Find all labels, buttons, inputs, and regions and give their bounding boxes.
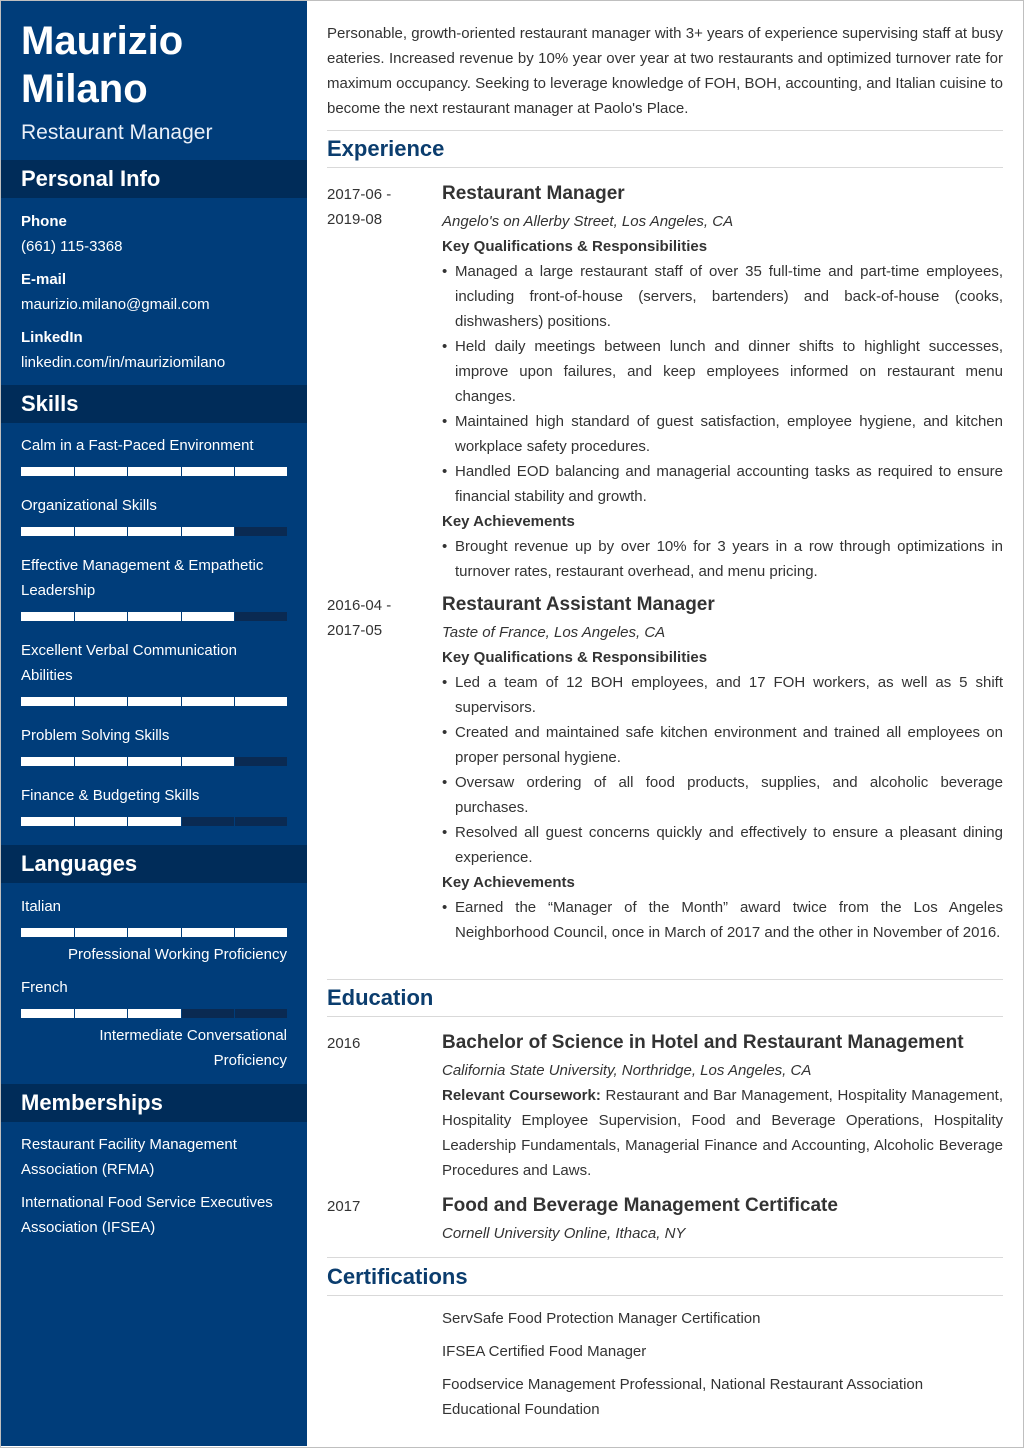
name-first: Maurizio <box>21 19 184 63</box>
divider <box>327 979 1003 980</box>
list-item: • Brought revenue up by over 10% for 3 years in a row through optimizations in turnover rates, restaurant overhead, and menu pricing. <box>442 534 1003 584</box>
education-year: 2017 <box>327 1198 361 1215</box>
job-date <box>327 593 427 643</box>
certification-item: ServSafe Food Protection Manager Certification <box>442 1310 761 1327</box>
language-proficiency: Professional Working Proficiency <box>68 946 287 963</box>
education-entry <box>442 1030 1003 1183</box>
sidebar <box>1 1 307 1446</box>
bar-segment-divider <box>181 757 182 766</box>
name-last: Milano <box>21 67 148 111</box>
education-heading: Education <box>327 985 434 1010</box>
phone-value[interactable]: (661) 115-3368 <box>21 238 123 255</box>
list-item: • Led a team of 12 BOH employees, and 17 FOH workers, as well as 5 shift supervisors. <box>442 670 1003 720</box>
skill-bar-fill <box>21 817 181 826</box>
skill-label: Excellent Verbal Communication Abilities <box>21 642 237 684</box>
bar-segment-divider <box>234 1009 235 1018</box>
bar-segment-divider <box>234 612 235 621</box>
job-entry <box>442 181 1003 584</box>
job-date-end: 2019-08 <box>327 211 383 228</box>
bar-segment-divider <box>234 467 235 476</box>
bar-segment-divider <box>234 697 235 706</box>
list-item: • Created and maintained safe kitchen environment and trained all employees on proper personal hygiene. <box>442 720 1003 770</box>
bar-segment-divider <box>74 757 75 766</box>
memberships-heading: Memberships <box>1 1084 307 1122</box>
list-item: • Oversaw ordering of all food products, supplies, and alcoholic beverage purchases. <box>442 770 1003 820</box>
list-item: • Held daily meetings between lunch and dinner shifts to highlight successes, improve upon failures, and keep employees informed on restaurant menu changes. <box>442 334 1003 409</box>
bar-segment-divider <box>127 1009 128 1018</box>
job-date <box>327 182 427 232</box>
bar-segment-divider <box>181 1009 182 1018</box>
bar-segment-divider <box>181 697 182 706</box>
school-place: Cornell University Online, Ithaca, NY <box>442 1225 686 1242</box>
achievements-list <box>442 534 1003 584</box>
bar-segment-divider <box>74 527 75 536</box>
skill-label: Finance & Budgeting Skills <box>21 787 200 804</box>
personal-info-heading: Personal Info <box>1 160 307 198</box>
coursework <box>442 1083 1003 1183</box>
list-item: • Managed a large restaurant staff of over 35 full-time and part-time employees, including front-of-house (servers, bartenders) and back-of-house (cooks, dishwashers) positions. <box>442 259 1003 334</box>
education-year: 2016 <box>327 1035 361 1052</box>
person-name <box>21 17 301 113</box>
divider <box>327 1257 1003 1258</box>
person-role: Restaurant Manager <box>21 121 213 144</box>
achievements-heading: Key Achievements <box>442 513 575 530</box>
bar-segment-divider <box>127 527 128 536</box>
membership-item: Restaurant Facility Management Association (RFMA) <box>21 1136 237 1178</box>
skill-bar <box>21 527 287 536</box>
bar-segment-divider <box>181 817 182 826</box>
email-value[interactable]: maurizio.milano@gmail.com <box>21 296 210 313</box>
bar-segment-divider <box>127 928 128 937</box>
linkedin-value[interactable]: linkedin.com/in/mauriziomilano <box>21 354 226 371</box>
linkedin-label: LinkedIn <box>21 329 83 346</box>
job-title: Restaurant Assistant Manager <box>442 594 715 615</box>
bar-segment-divider <box>74 928 75 937</box>
languages-heading: Languages <box>1 845 307 883</box>
language-bar-fill <box>21 1009 181 1018</box>
list-item: • Maintained high standard of guest satisfaction, employee hygiene, and kitchen workplace safety procedures. <box>442 409 1003 459</box>
degree-title: Bachelor of Science in Hotel and Restaurant Management <box>442 1032 964 1053</box>
skill-bar <box>21 612 287 621</box>
job-place: Angelo's on Allerby Street, Los Angeles, CA <box>442 213 734 230</box>
achievements-list <box>442 895 1003 945</box>
skill-bar-fill <box>21 467 287 476</box>
skill-bar <box>21 467 287 476</box>
bar-segment-divider <box>181 527 182 536</box>
job-entry <box>442 592 1003 945</box>
coursework-label: Relevant Coursework: <box>442 1087 601 1104</box>
job-title: Restaurant Manager <box>442 183 625 204</box>
achievements-heading: Key Achievements <box>442 874 575 891</box>
divider <box>327 130 1003 131</box>
skill-bar <box>21 697 287 706</box>
job-place: Taste of France, Los Angeles, CA <box>442 624 666 641</box>
bar-segment-divider <box>74 817 75 826</box>
bar-segment-divider <box>234 928 235 937</box>
list-item: • Earned the “Manager of the Month” award twice from the Los Angeles Neighborhood Council, once in March of 2017 and the other in November of 2016. <box>442 895 1003 945</box>
certifications-heading: Certifications <box>327 1264 468 1289</box>
responsibilities-heading: Key Qualifications & Responsibilities <box>442 238 708 255</box>
list-item: • Resolved all guest concerns quickly and effectively to ensure a pleasant dining experience. <box>442 820 1003 870</box>
skill-bar-fill <box>21 697 287 706</box>
bar-segment-divider <box>127 817 128 826</box>
bar-segment-divider <box>181 928 182 937</box>
degree-title: Food and Beverage Management Certificate <box>442 1195 838 1216</box>
language-bar <box>21 928 287 937</box>
bar-segment-divider <box>74 697 75 706</box>
skill-label: Problem Solving Skills <box>21 727 170 744</box>
language-label: French <box>21 979 68 996</box>
phone-label: Phone <box>21 213 67 230</box>
bar-segment-divider <box>127 757 128 766</box>
bar-segment-divider <box>127 467 128 476</box>
language-bar <box>21 1009 287 1018</box>
bar-segment-divider <box>74 612 75 621</box>
skill-bar <box>21 757 287 766</box>
education-entry <box>442 1193 1003 1246</box>
bar-segment-divider <box>74 1009 75 1018</box>
responsibilities-heading: Key Qualifications & Responsibilities <box>442 649 708 666</box>
responsibilities-list <box>442 670 1003 870</box>
skills-heading: Skills <box>1 385 307 423</box>
bar-segment-divider <box>234 757 235 766</box>
bar-segment-divider <box>234 527 235 536</box>
bar-segment-divider <box>181 467 182 476</box>
skill-label: Effective Management & Empathetic Leadership <box>21 557 264 599</box>
language-proficiency: Intermediate Conversational Proficiency <box>99 1027 287 1069</box>
skill-label: Organizational Skills <box>21 497 157 514</box>
language-label: Italian <box>21 898 62 915</box>
summary: Personable, growth-oriented restaurant manager with 3+ years of experience supervising staff at busy eateries. Increased revenue by 10% year over year at two restaurants and optimized turnover rate for maximum occupancy. Seeking to leverage knowledge of FOH, BOH, accounting, and Italian cuisine to become the next restaurant manager at Paolo's Place. <box>327 25 1003 117</box>
job-date-end: 2017-05 <box>327 622 383 639</box>
divider <box>327 1016 1003 1017</box>
skill-label: Calm in a Fast-Paced Environment <box>21 437 254 454</box>
certification-item: IFSEA Certified Food Manager <box>442 1343 647 1360</box>
language-bar-fill <box>21 928 287 937</box>
bar-segment-divider <box>127 697 128 706</box>
experience-heading: Experience <box>327 136 445 161</box>
school-place: California State University, Northridge, Los Angeles, CA <box>442 1062 812 1079</box>
bar-segment-divider <box>234 817 235 826</box>
bar-segment-divider <box>127 612 128 621</box>
job-date-start: 2016-04 - <box>327 597 392 614</box>
certification-item: Foodservice Management Professional, National Restaurant Association Educational Foundation <box>442 1376 924 1418</box>
responsibilities-list <box>442 259 1003 509</box>
list-item: • Handled EOD balancing and managerial accounting tasks as required to ensure financial stability and growth. <box>442 459 1003 509</box>
email-label: E-mail <box>21 271 67 288</box>
bar-segment-divider <box>181 612 182 621</box>
bar-segment-divider <box>74 467 75 476</box>
divider <box>327 167 1003 168</box>
divider <box>327 1295 1003 1296</box>
skill-bar <box>21 817 287 826</box>
coursework-text: Restaurant and Bar Management, Hospitality Management, Hospitality Employee Supervision, Food and Beverage Operations, Hospitality Leadership Fundamentals, Managerial Finance and Accounting, Alcoholic Beverage Procedures and Laws. <box>442 1087 1003 1179</box>
membership-item: International Food Service Executives Association (IFSEA) <box>21 1194 273 1236</box>
job-date-start: 2017-06 - <box>327 186 392 203</box>
